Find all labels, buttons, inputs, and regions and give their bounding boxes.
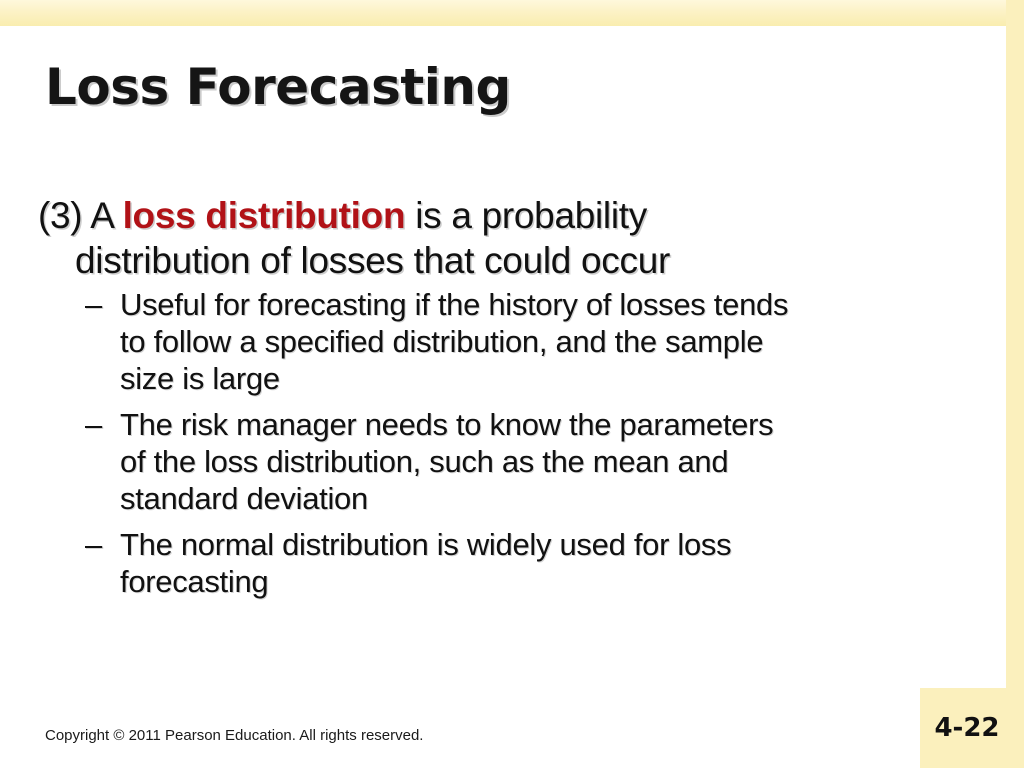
point-after-highlight: is a probability xyxy=(405,195,647,236)
point-highlight: loss distribution xyxy=(122,195,406,236)
bullet-line: of the loss distribution, such as the mean and xyxy=(120,444,729,479)
bullet-item xyxy=(85,406,995,517)
numbered-point xyxy=(38,193,938,283)
bullet-text xyxy=(120,526,995,600)
bullet-line: standard deviation xyxy=(120,481,368,516)
slide-title: Loss Forecasting xyxy=(45,58,511,116)
bullet-line: The risk manager needs to know the parameters xyxy=(120,407,774,442)
bullet-list xyxy=(85,286,995,609)
dash-bullet-marker: – xyxy=(85,527,102,562)
bullet-item xyxy=(85,286,995,397)
numbered-point-line-2: distribution of losses that could occur xyxy=(75,240,671,281)
bullet-line: The normal distribution is widely used for loss xyxy=(120,527,732,562)
bullet-line: Useful for forecasting if the history of losses tends xyxy=(120,287,789,322)
page-number-badge: 4-22 xyxy=(920,688,1024,768)
point-prefix: (3) A xyxy=(38,195,123,236)
copyright-notice: Copyright © 2011 Pearson Education. All rights reserved. xyxy=(45,727,424,744)
numbered-point-line-1 xyxy=(38,193,938,238)
bullet-text xyxy=(120,286,995,397)
dash-bullet-marker: – xyxy=(85,287,102,322)
top-accent-band xyxy=(0,0,1024,26)
right-accent-band xyxy=(1006,0,1024,768)
bullet-line: forecasting xyxy=(120,564,269,599)
bullet-line: to follow a specified distribution, and the sample xyxy=(120,324,764,359)
dash-bullet-marker: – xyxy=(85,407,102,442)
bullet-line: size is large xyxy=(120,361,280,396)
bullet-text xyxy=(120,406,995,517)
bullet-item xyxy=(85,526,995,600)
